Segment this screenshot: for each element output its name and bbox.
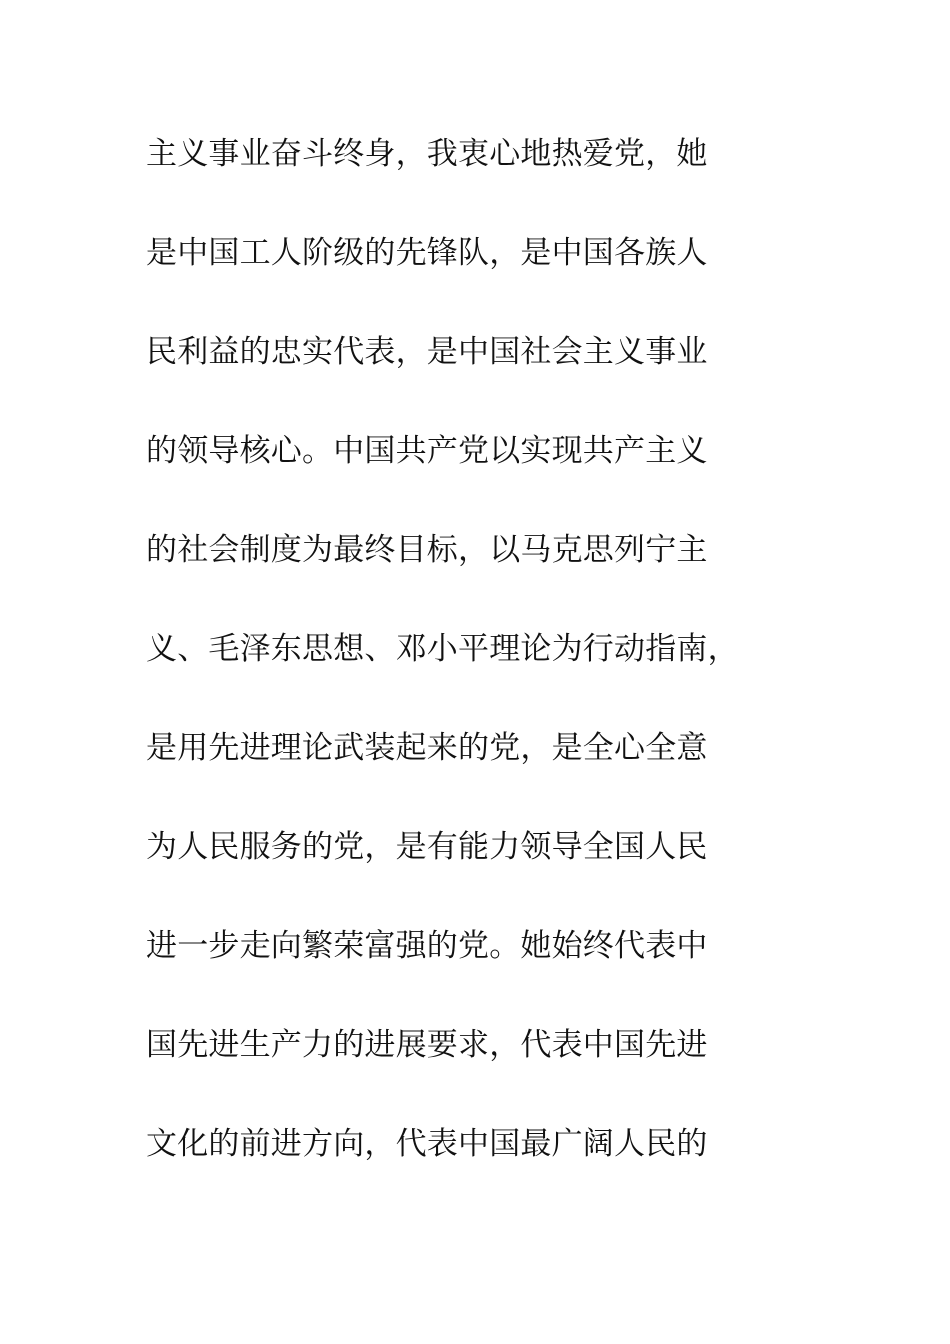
text-line: 是用先进理论武装起来的党，是全心全意	[146, 730, 708, 766]
text-line: 的领导核心。中国共产党以实现共产主义	[146, 433, 708, 469]
text-line: 主义事业奋斗终身，我衷心地热爱党，她	[146, 136, 708, 172]
text-line: 是中国工人阶级的先锋队，是中国各族人	[146, 235, 708, 271]
text-line: 民利益的忠实代表，是中国社会主义事业	[146, 334, 708, 370]
text-line: 的社会制度为最终目标，以马克思列宁主	[146, 532, 708, 568]
text-line: 国先进生产力的进展要求，代表中国先进	[146, 1027, 708, 1063]
text-line: 为人民服务的党，是有能力领导全国人民	[146, 829, 708, 865]
body-text	[146, 128, 806, 1217]
text-line: 义、毛泽东思想、邓小平理论为行动指南，	[146, 631, 739, 667]
text-line: 文化的前进方向，代表中国最广阔人民的	[146, 1126, 708, 1162]
text-line: 进一步走向繁荣富强的党。她始终代表中	[146, 928, 708, 964]
